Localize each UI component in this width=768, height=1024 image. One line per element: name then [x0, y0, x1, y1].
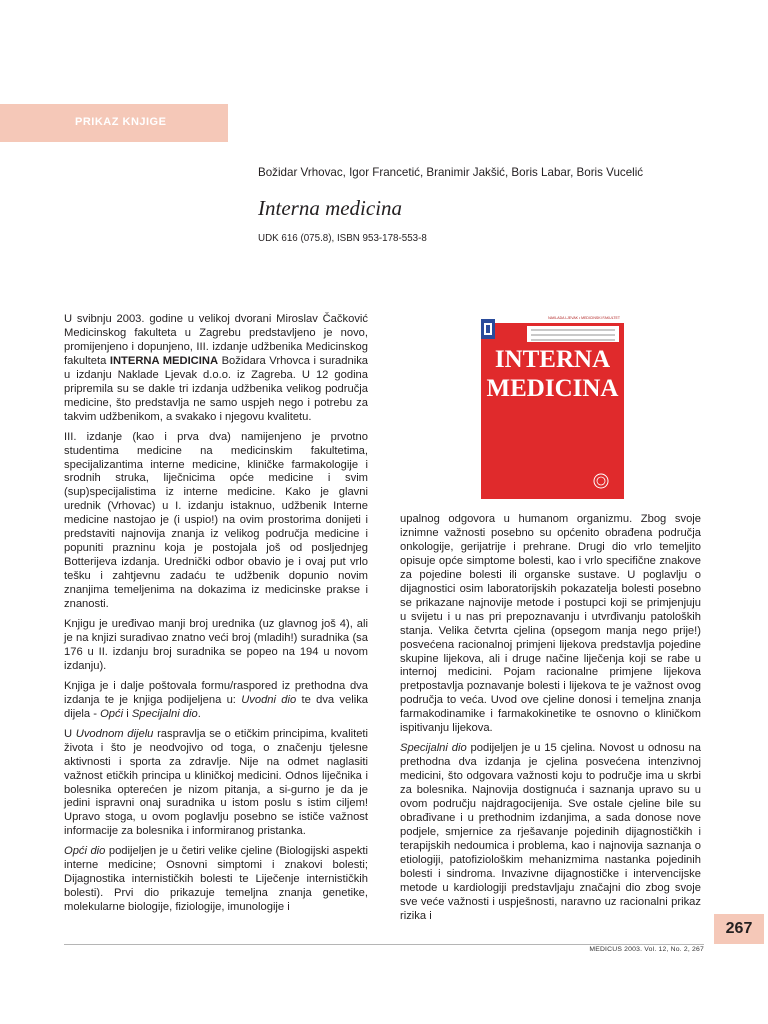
paragraph-4: Knjiga je i dalje poštovala formu/raspored iz prethodna dva izdanja te je knjiga podijeljena u: Uvodni dio te dva velika dijela - Opći i Specijalni dio.	[64, 679, 369, 720]
journal-footer: MEDICUS 2003. Vol. 12, No. 2, 267	[589, 946, 704, 953]
section-tab	[0, 104, 228, 142]
publisher-logo-icon	[481, 319, 495, 339]
paragraph-2: III. izdanje (kao i prva dva) namijenjeno je prvotno studentima medicine na medicinskim fakultetima, specijalizantima interne medicine, kliničke farmakologije i srodnih struka, liječnicima opće medicine i svim (sup)specijalistima iz interne medicine. Kako je glavni urednik (Vrhovac) u I. izdanju istaknuo, udžbenik Interne medicine nastojao je (i uspio!) na ovim prostorima donijeti i predstaviti najnovija znanja iz velikog područja medicine i popuniti prazninu koja je postojala još od posljednjeg Botterijeva izdanja. Urednički odbor obavio je i ovaj put vrlo tešku i zahtjevnu zadaću te udžbenik dopunio novim znanjima temeljenima na dokazima iz medicinske prakse i znanosti.	[64, 430, 368, 611]
paragraph-8: Specijalni dio podijeljen je u 15 cjelina. Novost u odnosu na prethodna dva izdanja je cjelina posvećena intenzivnoj medicini, što odgovara važnosti koju to područje ima u skrbi za bolesnika. Najnovija dostignuća i saznanja upravo su u ovom području najdragocijenija. Sve ostale cjeline bile su obrađivane i u prethodnim izdanjima, a sada donose nove podjele, smjernice za rješavanje pojedinih dijagnostičkih i terapijskih nedoumica i problema, kao i najnovija saznanja o etiologiji, patofiziološkim mehanizmima nastanka pojedinih bolesti i sindroma. Invazivne dijagnostičke i intervencijske metode u kardiologiji predstavljaju značajni dio zbog svoje sve veće važnosti i uspješnosti, naravno uz racionalni prikaz rizika i	[400, 742, 701, 922]
cover-authors-box	[527, 326, 619, 342]
footer-divider	[64, 944, 704, 945]
book-cover-image	[481, 315, 624, 499]
section-label: PRIKAZ KNJIGE	[75, 116, 167, 128]
cover-seal-icon	[593, 473, 609, 489]
book-title-bold: INTERNA MEDICINA	[109, 354, 219, 367]
cover-title: INTERNA MEDICINA	[486, 346, 619, 402]
paragraph-5: U Uvodnom dijelu raspravlja se o etičkim principima, kvaliteti života i što je neodvojivo od toga, o značenju tjelesne aktivnosti i sporta za zdravlje. Nije na odmet naglasiti važnost etičkih principa u kliničkoj medicini. Odnos liječnika i bolesnika opterećen je nizom pitanja, a si-gurno je da je jedini ispravni onaj suradnika u istom poslu s istim ciljem! Upravo stoga, u ovom poglavlju posebno se ističe važnost informacije za bolesnika i informiranog pristanka.	[64, 727, 369, 838]
right-column	[400, 513, 701, 930]
paragraph-7: upalnog odgovora u humanom organizmu. Zbog svoje iznimne važnosti posebno su općenito obrađena područja onkologije, gerijatrije i prehrane. Drugi dio vrlo temeljito opisuje opće simptome bolesti, kao i vrlo specifične znakove za pojedine bolesti ili organske sustave. U poglavlju o dijagnostici osim laboratorijskih pokazatelja bolesti posebno se prikazane najnovije metode i postupci koji se primjenjuju u svijetu i u nas pri prepoznavanju i utvrđivanju patoloških stanja. Velika četvrta cjelina (opsegom manja nego prije!) posvećena racionalnoj primjeni lijekova predstavlja pojedine skupine lijekova, ali i druge načine liječenja koji se rabe u internoj medicini. Pojam racionalne primjene lijekova pretpostavlja poznavanje bolesti i lijekova te je važnost ovog područja to veća. Uvod ove cjeline donosi i temeljna znanja farmakodinamike i farmakokinetike te osnovno o kliničkom ispitivanju lijekova.	[400, 513, 701, 735]
page-number: 267	[725, 920, 753, 937]
book-authors: Božidar Vrhovac, Igor Francetić, Branimir Jakšić, Boris Labar, Boris Vucelić	[258, 166, 644, 179]
paragraph-3: Knjigu je uređivao manji broj urednika (uz glavnog još 4), ali je na knjizi suradivao znatno veći broj (mladih!) suradnika (sa 176 u II. izdanju broj suradnika se popeo na 194 u novom izdanju).	[64, 618, 368, 672]
page-number-box	[714, 914, 764, 944]
cover-top-band: NAKLADA LJEVAK • MEDICINSKI FAKULTET	[481, 315, 624, 323]
left-column	[64, 313, 368, 921]
paragraph-6: Opći dio podijeljen je u četiri velike cjeline (Biologijski aspekti interne medicine; Osnovni simptomi i znakovi bolesti; Dijagnostika internističkih bolesti te Liječenje internističkih bolesti). Prvi dio prikazuje temeljna znanja genetike, molekularne biologije, fiziologije, imunologije i	[64, 845, 369, 914]
book-title: Interna medicina	[258, 196, 403, 220]
udk-isbn: UDK 616 (075.8), ISBN 953-178-553-8	[258, 233, 427, 244]
paragraph-1: U svibnju 2003. godine u velikoj dvorani Miroslav Čačković Medicinskog fakulteta u Zagrebu predstavljeno je novo, promijenjeno i dopunjeno, III. izdanje udžbenika Medicinskog fakulteta INTERNA MEDICINA Božidara Vrhovca i suradnika u izdanju Naklade Ljevak d.o.o. iz Zagreba. U 12 godina pripremila su se dakle tri izdanja udžbenika velikog područja medicine, što predstavlja ne samo uspjeh nego i potrebu za takvim udžbenikom, a svakako i njegovu kvalitetu.	[64, 313, 369, 423]
